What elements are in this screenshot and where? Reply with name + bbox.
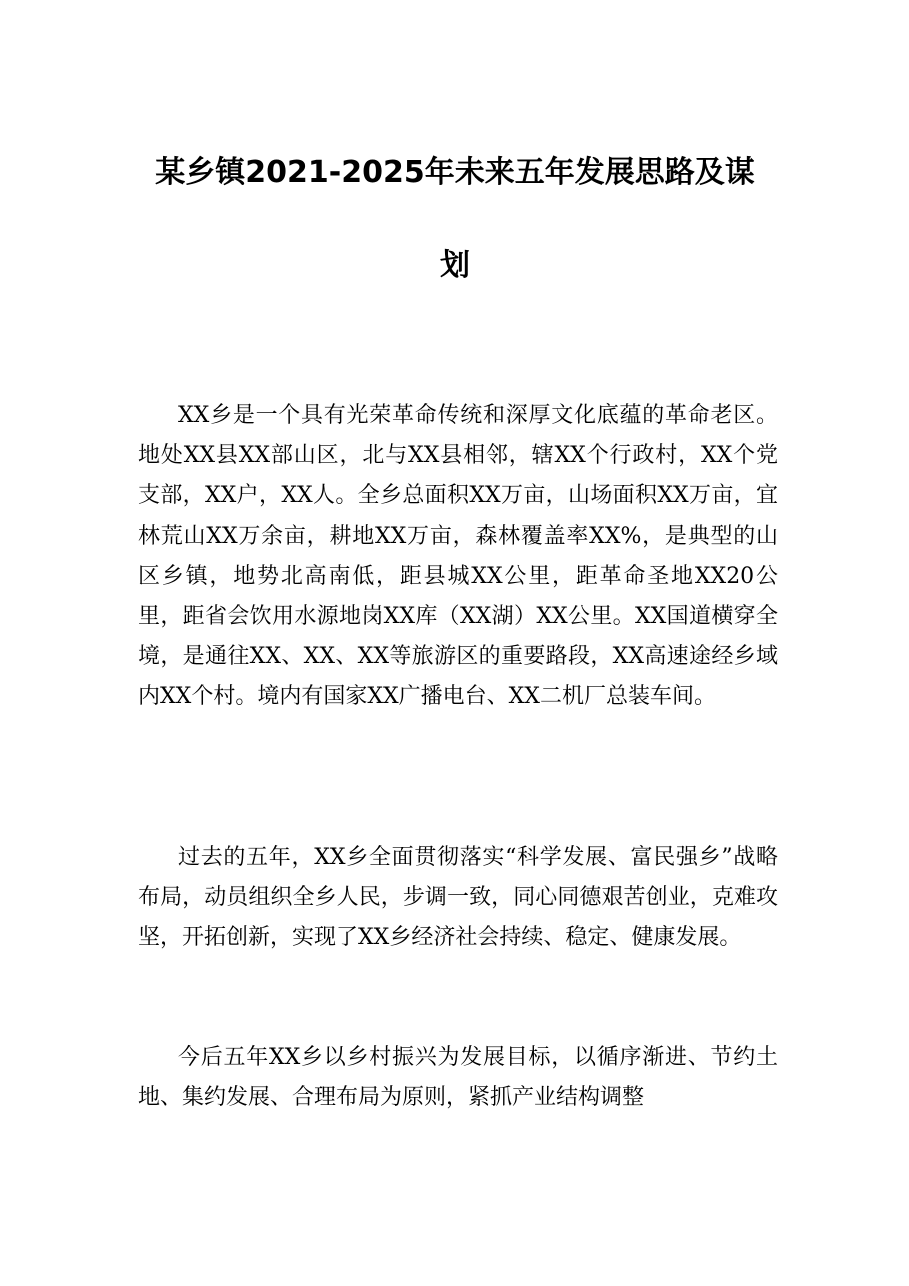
document-title-line-2: 划 xyxy=(440,248,470,283)
document-title-line-1: 某乡镇2021-2025年未来五年发展思路及谋 xyxy=(155,155,755,190)
body-paragraph-2: 过去的五年，XX乡全面贯彻落实“科学发展、富民强乡”战略布局，动员组织全乡人民，步调一致，同心同德艰苦创业，克难攻坚，开拓创新，实现了XX乡经济社会持续、稳定、健康发展。 xyxy=(138,845,778,951)
body-paragraph-3: 今后五年XX乡以乡村振兴为发展目标，以循序渐进、节约土地、集约发展、合理布局为原则，紧抓产业结构调整 xyxy=(138,1045,778,1111)
body-paragraph-1: XX乡是一个具有光荣革命传统和深厚文化底蕴的革命老区。地处XX县XX部山区，北与XX县相邻，辖XX个行政村，XX个党支部，XX户，XX人。全乡总面积XX万亩，山场面积XX万亩，宜林荒山XX万余亩，耕地XX万亩，森林覆盖率XX%，是典型的山区乡镇，地势北高南低，距县城XX公里，距革命圣地XX20公里，距省会饮用水源地岗XX库（XX湖）XX公里。XX国道横穿全境，是通往XX、XX、XX等旅游区的重要路段，XX高速途经乡域内XX个村。境内有国家XX广播电台、XX二机厂总装车间。 xyxy=(138,403,778,710)
